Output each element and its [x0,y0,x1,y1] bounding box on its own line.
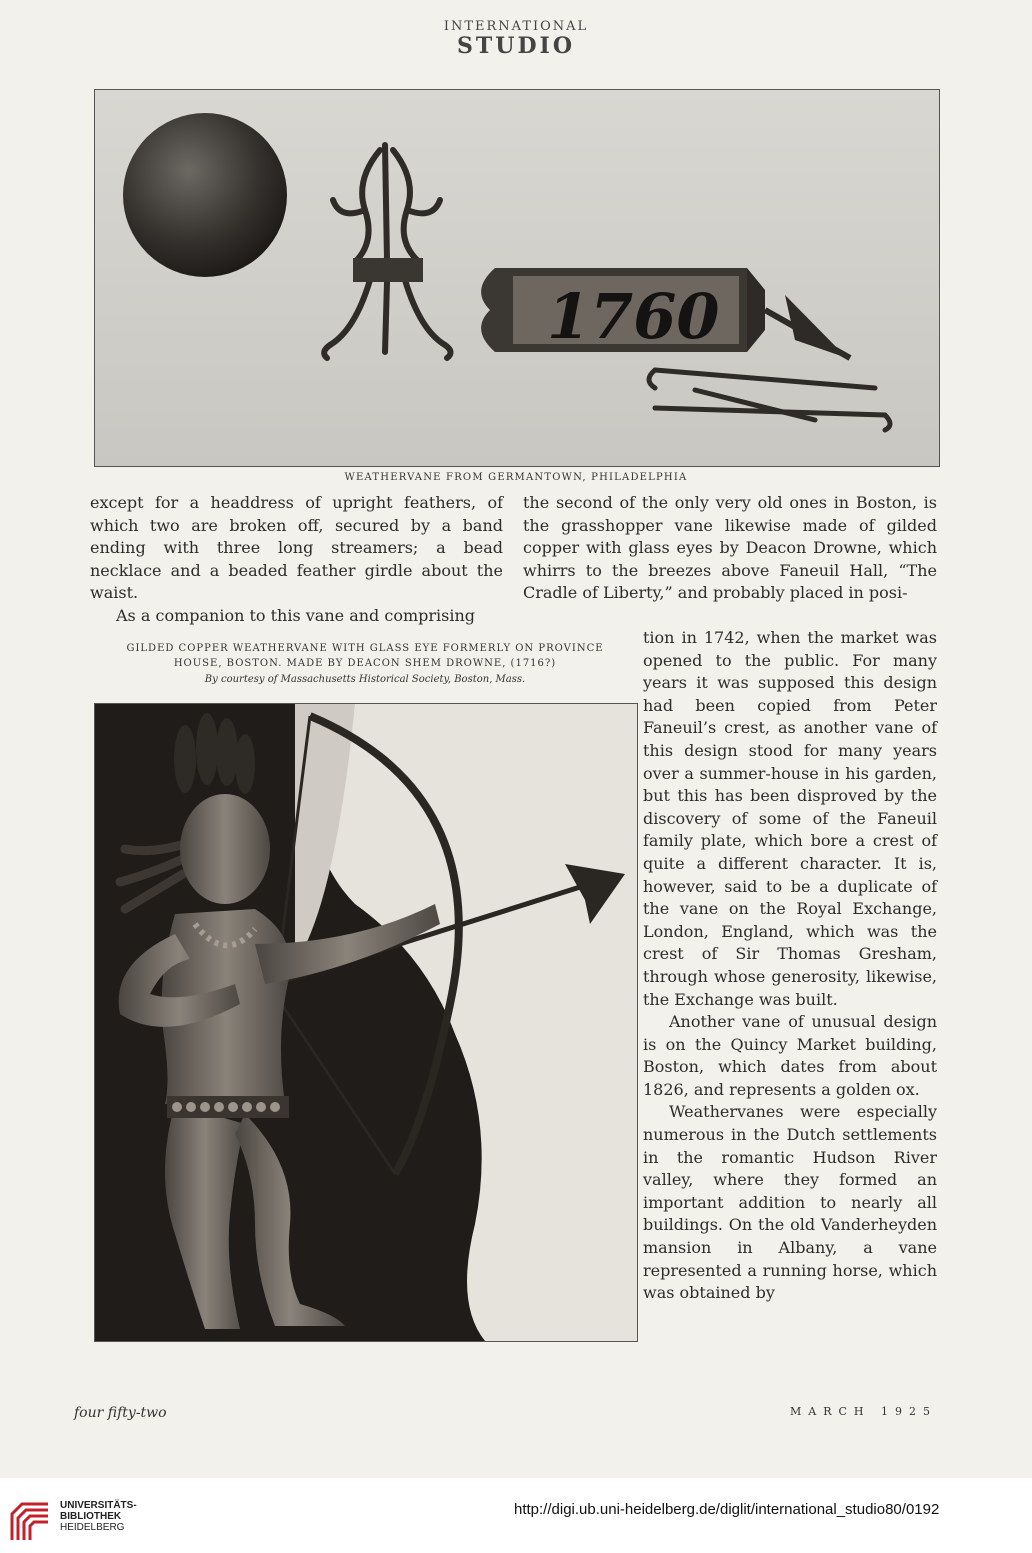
column-left [90,492,503,628]
masthead [0,20,1032,58]
head [180,794,270,904]
figure2-caption-line1: GILDED COPPER WEATHERVANE WITH GLASS EYE FORMERLY ON PROVINCE [126,643,604,654]
weathervane-photo-germantown [94,89,940,467]
indian-archer-weathervane-photo [94,703,638,1342]
column-right-top [523,492,937,605]
issue-date: MARCH 1925 [790,1405,937,1418]
column-right-top-p1: the second of the only very old ones in Boston, is the grasshopper vane likewise made of gilded copper with glass eyes by Deacon Drowne, which whirrs to the breezes above Faneuil Hall, “The Cradle of Liberty,” and probably placed in posi- [523,493,937,603]
library-name-line3: HEIDELBERG [60,1522,125,1533]
figure2-credit: By courtesy of Massachusetts Historical Society, Boston, Mass. [204,674,526,685]
library-name-line2: BIBLIOTHEK [60,1511,122,1522]
figure2-caption [90,641,640,688]
column-right-narrow-p3: Weathervanes were especially numerous in the Dutch settlements in the romantic Hudson River valley, where they formed an important addition to nearly all buildings. On the old Vanderheyden mansion in Albany, a vane represented a running horse, which was obtained by [643,1102,937,1303]
copper-ball [123,113,287,277]
crown-band [353,258,423,282]
library-logo-icon [8,1500,52,1548]
weathervane-illustration [95,90,939,466]
masthead-line2: STUDIO [457,33,575,59]
library-name-line1: UNIVERSITÄTS- [60,1500,137,1511]
figure1-caption: WEATHERVANE FROM GERMANTOWN, PHILADELPHIA [344,472,688,483]
column-left-p1: except for a headdress of upright feathers, of which two are broken off, secured by a band ending with three long streamers; a bead necklace and a beaded feather girdle about the waist. [90,493,503,603]
library-name [60,1500,137,1533]
column-right-narrow-p2: Another vane of unusual design is on the Quincy Market building, Boston, which dates from about 1826, and represents a golden ox. [643,1012,937,1099]
figure2-caption-line2: HOUSE, BOSTON. MADE BY DEACON SHEM DROWNE, (1716?) [173,658,557,669]
column-right-narrow [643,627,937,1305]
vane-date: 1760 [547,280,720,353]
column-left-p2: As a companion to this vane and comprising [116,605,476,625]
column-right-narrow-p1: tion in 1742, when the market was opened to the public. For many years it was supposed this design had been copied from Peter Faneuil’s crest, as another vane of this design stood for many years over a summer-house in his garden, but this has been disproved by the discovery of some of the Faneuil family plate, which bore a crest of quite a different character. It is, however, said to be a duplicate of the vane on the Royal Exchange, London, England, which was the crest of Sir Thomas Gresham, through whose generosity, likewise, the Exchange was built. [643,628,937,1009]
source-url-link[interactable]: http://digi.ub.uni-heidelberg.de/diglit/international_studio80/0192 [514,1501,940,1518]
masthead-line1: INTERNATIONAL [443,19,589,34]
page-number: four fifty-two [74,1405,167,1421]
archer-illustration [95,704,637,1341]
